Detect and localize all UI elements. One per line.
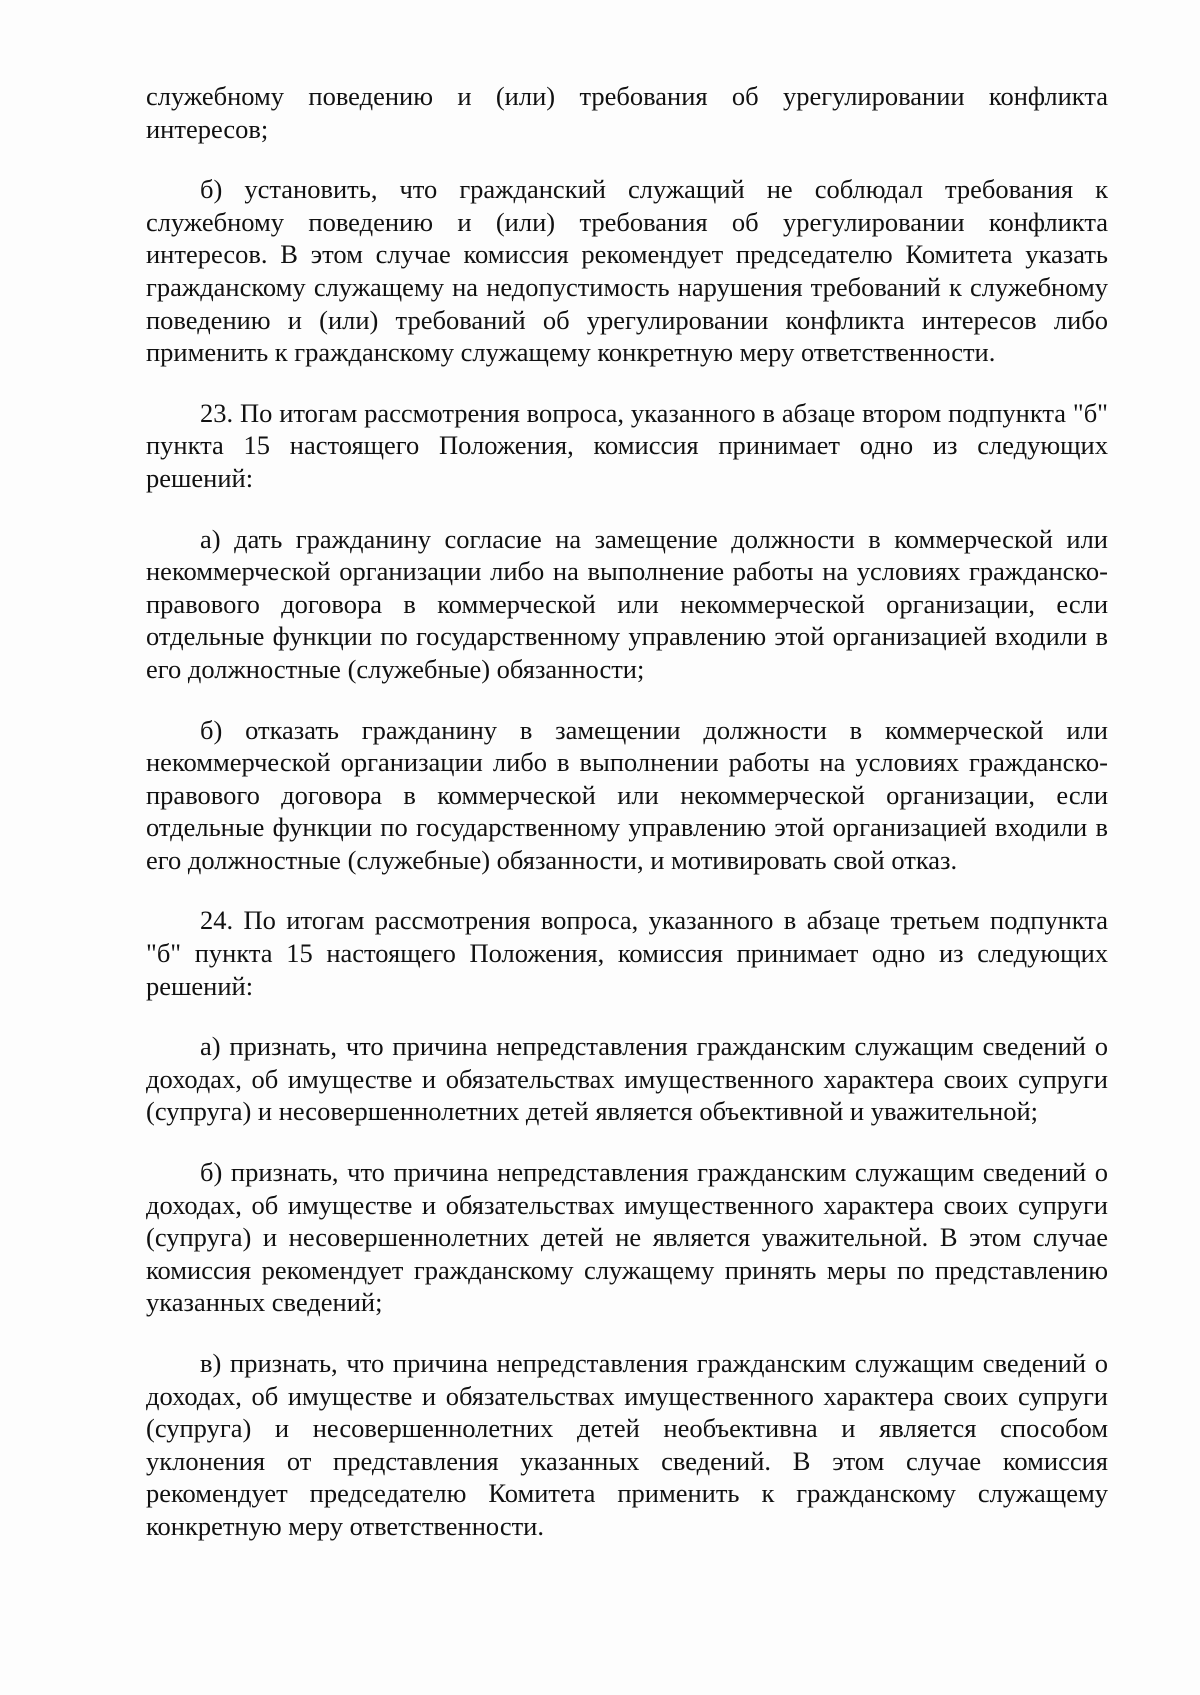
paragraph-continuation: служебному поведению и (или) требования об урегулировании конфликта интересов; [146,81,1108,144]
paragraph-23b: б) отказать гражданину в замещении должности в коммерческой или некоммерческой организации либо в выполнении работы на условиях гражданско-правового договора в коммерческой или некоммерческой организации, если отдельные функции по государственному управлению этой организацией входили в его должностные (служебные) обязанности, и мотивировать свой отказ. [146,714,1108,875]
paragraph-23: 23. По итогам рассмотрения вопроса, указанного в абзаце втором подпункта "б" пункта 15 настоящего Положения, комиссия принимает одно из следующих решений: [146,397,1108,493]
paragraph-22b: б) установить, что гражданский служащий не соблюдал требования к служебному поведению и (или) требования об урегулировании конфликта интересов. В этом случае комиссия рекомендует председателю Комитета указать гражданскому служащему на недопустимость нарушения требований к служебному поведению и (или) требований об урегулировании конфликта интересов либо применить к гражданскому служащему конкретную меру ответственности. [146,174,1108,368]
paragraph-23a: а) дать гражданину согласие на замещение должности в коммерческой или некоммерческой организации либо на выполнение работы на условиях гражданско-правового договора в коммерческой или некоммерческой организации, если отдельные функции по государственному управлению этой организацией входили в его должностные (служебные) обязанности; [146,523,1108,684]
paragraph-24b: б) признать, что причина непредставления гражданским служащим сведений о доходах, об имуществе и обязательствах имущественного характера своих супруги (супруга) и несовершеннолетних детей не является уважительной. В этом случае комиссия рекомендует гражданскому служащему принять меры по представлению указанных сведений; [146,1157,1108,1318]
paragraph-24v: в) признать, что причина непредставления гражданским служащим сведений о доходах, об имуществе и обязательствах имущественного характера своих супруги (супруга) и несовершеннолетних детей необъективна и является способом уклонения от представления указанных сведений. В этом случае комиссия рекомендует председателю Комитета применить к гражданскому служащему конкретную меру ответственности. [146,1348,1108,1541]
paragraph-24: 24. По итогам рассмотрения вопроса, указанного в абзаце третьем подпункта "б" пункта 15 настоящего Положения, комиссия принимает одно из следующих решений: [146,905,1108,1001]
document-body [146,80,1108,1571]
paragraph-24a: а) признать, что причина непредставления гражданским служащим сведений о доходах, об имуществе и обязательствах имущественного характера своих супруги (супруга) и несовершеннолетних детей является объективной и уважительной; [146,1031,1108,1127]
